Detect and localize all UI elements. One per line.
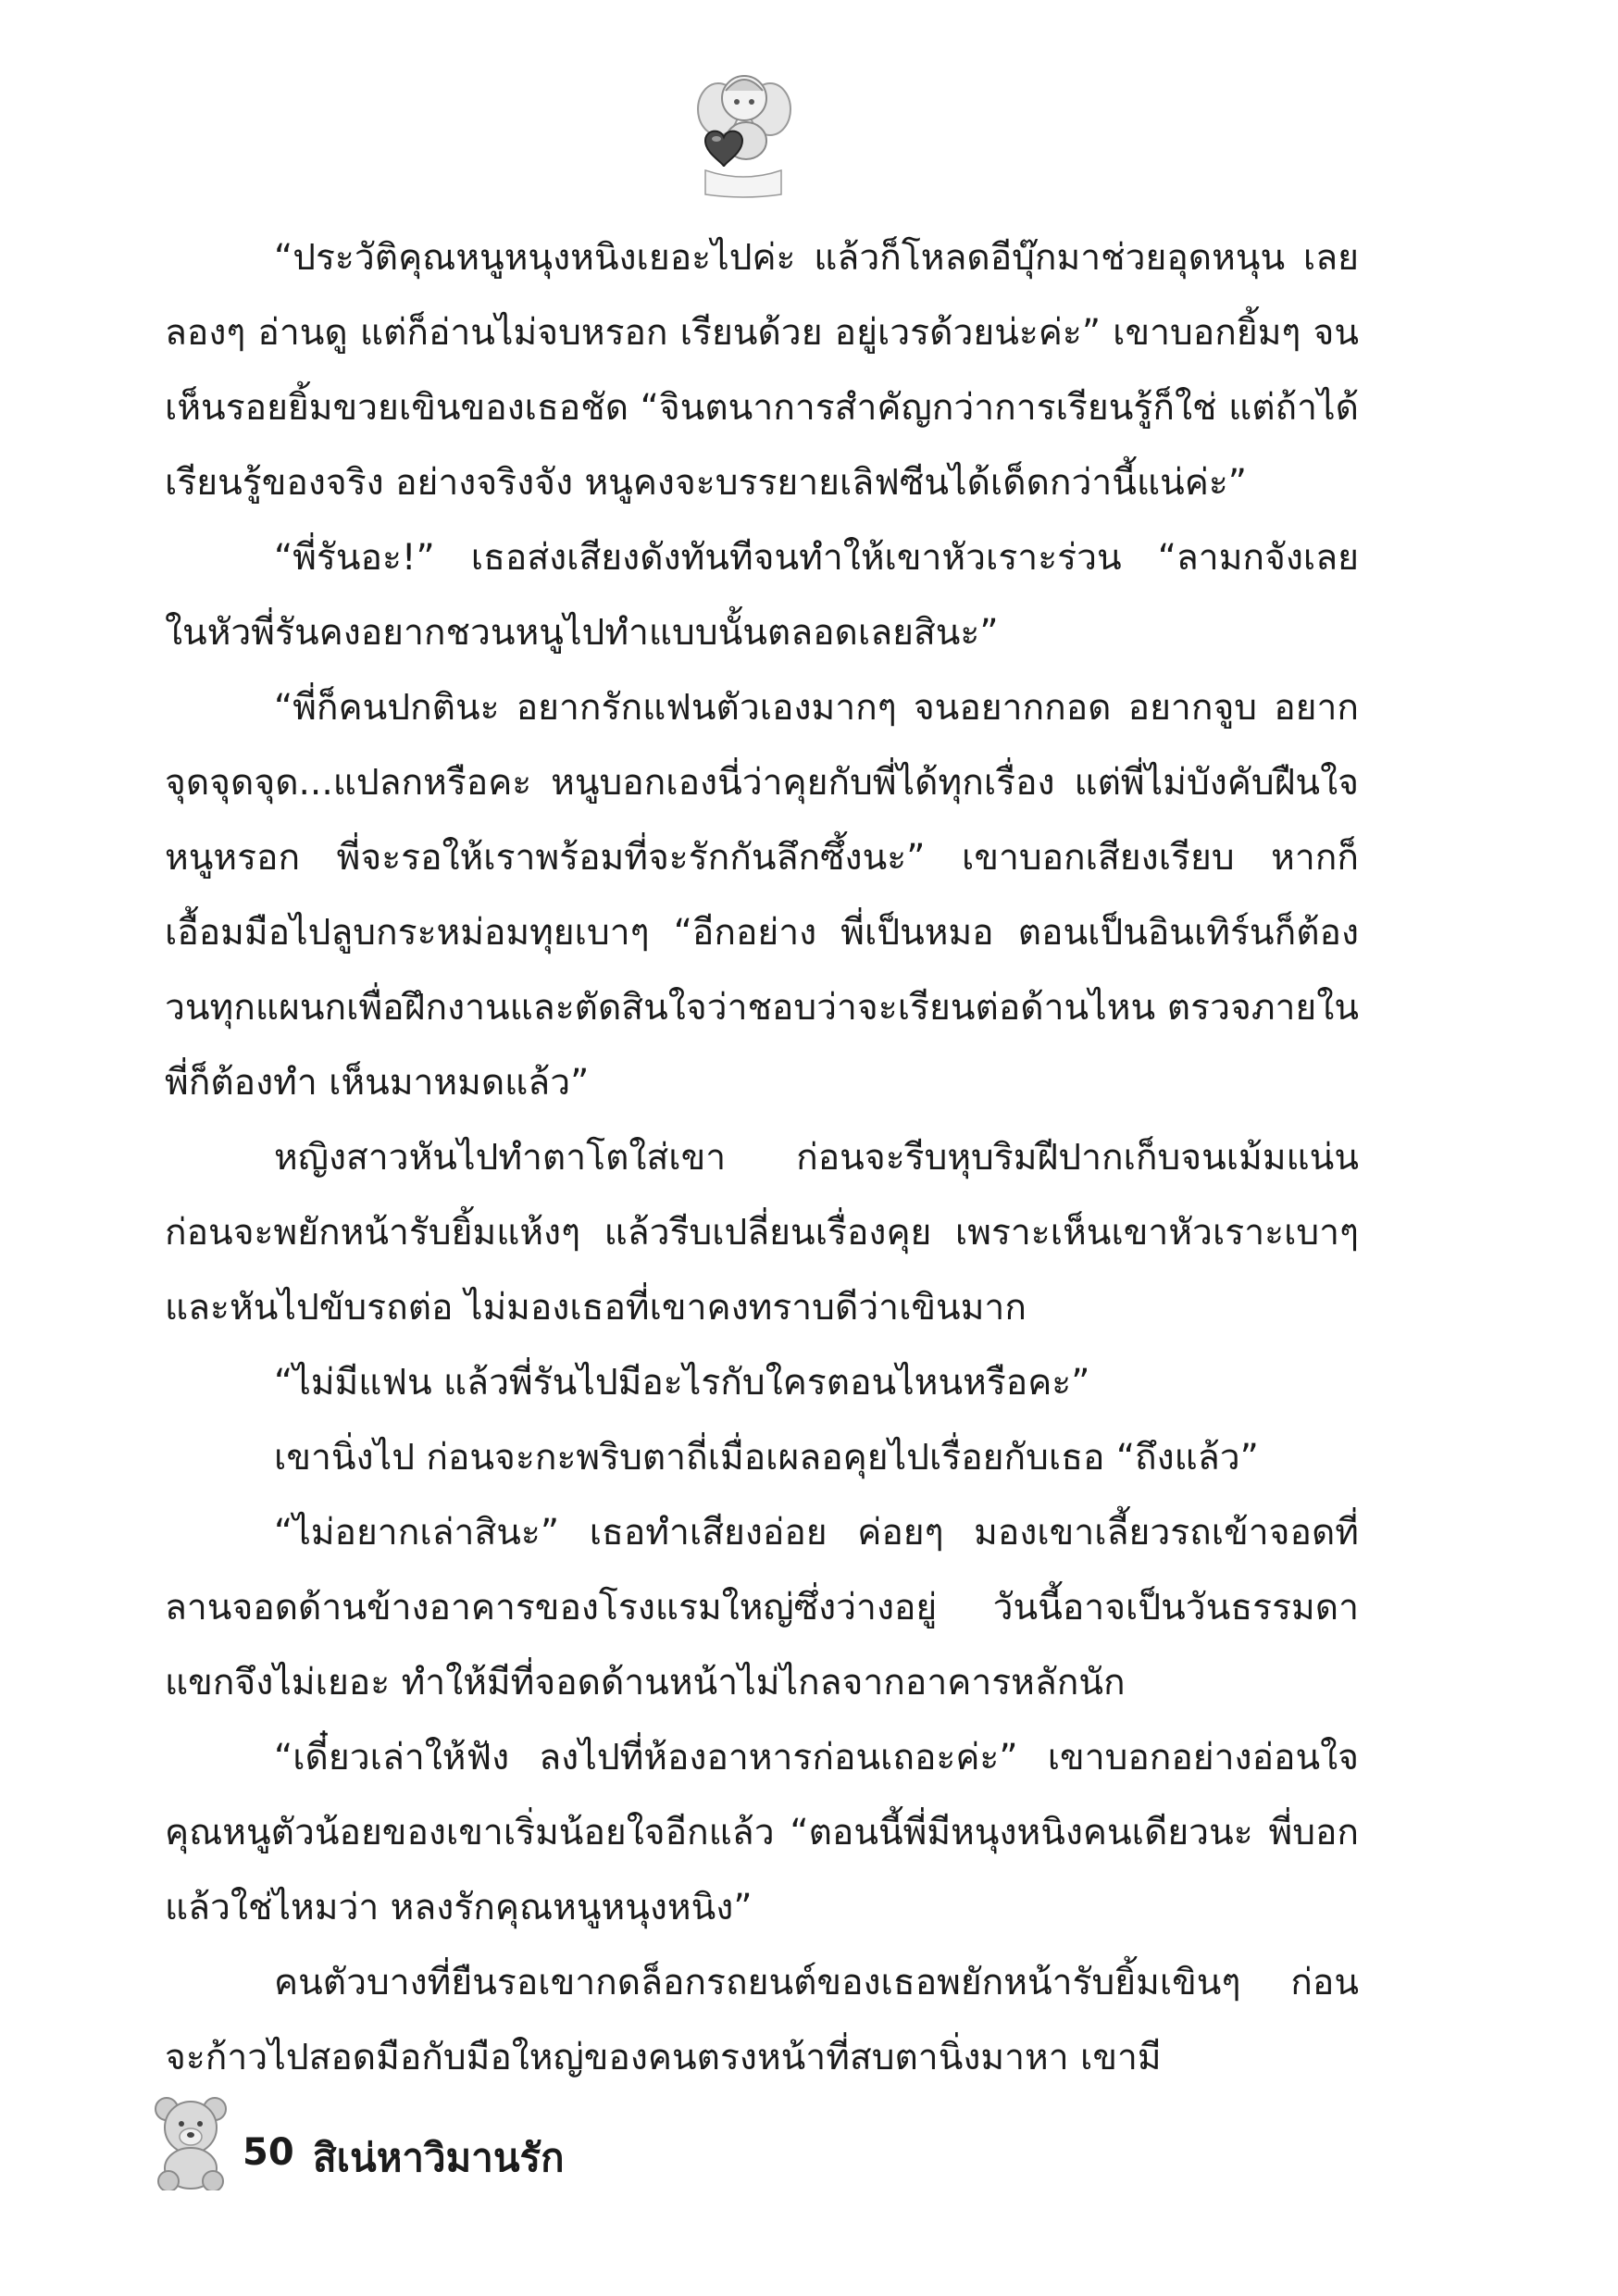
paragraph: “เดี๋ยวเล่าให้ฟัง ลงไปที่ห้องอาหารก่อนเถอะค่ะ” เขาบอกอย่างอ่อนใจ คุณหนูตัวน้อยของเขาเริ่มน้อยใจอีกแล้ว “ตอนนี้พี่มีหนุงหนิงคนเดียวนะ พี่บอกแล้วใช่ไหมว่า หลงรักคุณหนูหนุงหนิง” xyxy=(165,1737,1359,1928)
book-title: สิเน่หาวิมานรัก xyxy=(313,2135,565,2180)
paragraph: คนตัวบางที่ยืนรอเขากดล็อกรถยนต์ของเธอพยักหน้ารับยิ้มเขินๆ ก่อนจะก้าวไปสอดมือกับมือใหญ่ของคนตรงหน้าที่สบตานิ่งมาหา เขามี xyxy=(165,1962,1359,2078)
paragraph: “ประวัติคุณหนูหนุงหนิงเยอะไปค่ะ แล้วก็โหลดอีบุ๊กมาช่วยอุดหนุน เลยลองๆ อ่านดู แต่ก็อ่านไม่จบหรอก เรียนด้วย อยู่เวรด้วยน่ะค่ะ” เขาบอกยิ้มๆ จนเห็นรอยยิ้มขวยเขินของเธอชัด “จินตนาการสำคัญกว่าการเรียนรู้ก็ใช่ แต่ถ้าได้เรียนรู้ของจริง อย่างจริงจัง หนูคงจะบรรยายเลิฟซีนได้เด็ดกว่านี้แน่ค่ะ” xyxy=(165,237,1359,504)
paragraph: “ไม่มีแฟน แล้วพี่รันไปมีอะไรกับใครตอนไหนหรือคะ” xyxy=(274,1362,1090,1404)
body-text xyxy=(165,220,1359,2095)
paragraph: เขานิ่งไป ก่อนจะกะพริบตาถี่เมื่อเผลอคุยไปเรื่อยกับเธอ “ถึงแล้ว” xyxy=(274,1437,1259,1479)
paragraph: “พี่ก็คนปกตินะ อยากรักแฟนตัวเองมากๆ จนอยากกอด อยากจูบ อยากจุดจุดจุด...แปลกหรือคะ หนูบอกเองนี่ว่าคุยกับพี่ได้ทุกเรื่อง แต่พี่ไม่บังคับฝืนใจหนูหรอก พี่จะรอให้เราพร้อมที่จะรักกันลึกซึ้งนะ” เขาบอกเสียงเรียบ หากก็เอื้อมมือไปลูบกระหม่อมทุยเบาๆ “อีกอย่าง พี่เป็นหมอ ตอนเป็นอินเทิร์นก็ต้องวนทุกแผนกเพื่อฝึกงานและตัดสินใจว่าชอบว่าจะเรียนต่อด้านไหน ตรวจภายในพี่ก็ต้องทำ เห็นมาหมดแล้ว” xyxy=(165,687,1359,1104)
page-footer xyxy=(148,2094,796,2196)
paragraph: “ไม่อยากเล่าสินะ” เธอทำเสียงอ่อย ค่อยๆ มองเขาเลี้ยวรถเข้าจอดที่ลานจอดด้านข้างอาคารของโรงแรมใหญ่ซึ่งว่างอยู่ วันนี้อาจเป็นวันธรรมดา แขกจึงไม่เยอะ ทำให้มีที่จอดด้านหน้าไม่ไกลจากอาคารหลักนัก xyxy=(165,1512,1359,1703)
logo-icon xyxy=(692,61,794,200)
page-number: 50 xyxy=(243,2131,294,2174)
teddy-bear-icon xyxy=(148,2094,233,2190)
paragraph: หญิงสาวหันไปทำตาโตใส่เขา ก่อนจะรีบหุบริมฝีปากเก็บจนเม้มแน่น ก่อนจะพยักหน้ารับยิ้มแห้งๆ แล้วรีบเปลี่ยนเรื่องคุย เพราะเห็นเขาหัวเราะเบาๆ และหันไปขับรถต่อ ไม่มองเธอที่เขาคงทราบดีว่าเขินมาก xyxy=(165,1137,1359,1329)
paragraph: “พี่รันอะ!” เธอส่งเสียงดังทันทีจนทำให้เขาหัวเราะร่วน “ลามกจังเลย ในหัวพี่รันคงอยากชวนหนูไปทำแบบนั้นตลอดเลยสินะ” xyxy=(165,537,1359,654)
